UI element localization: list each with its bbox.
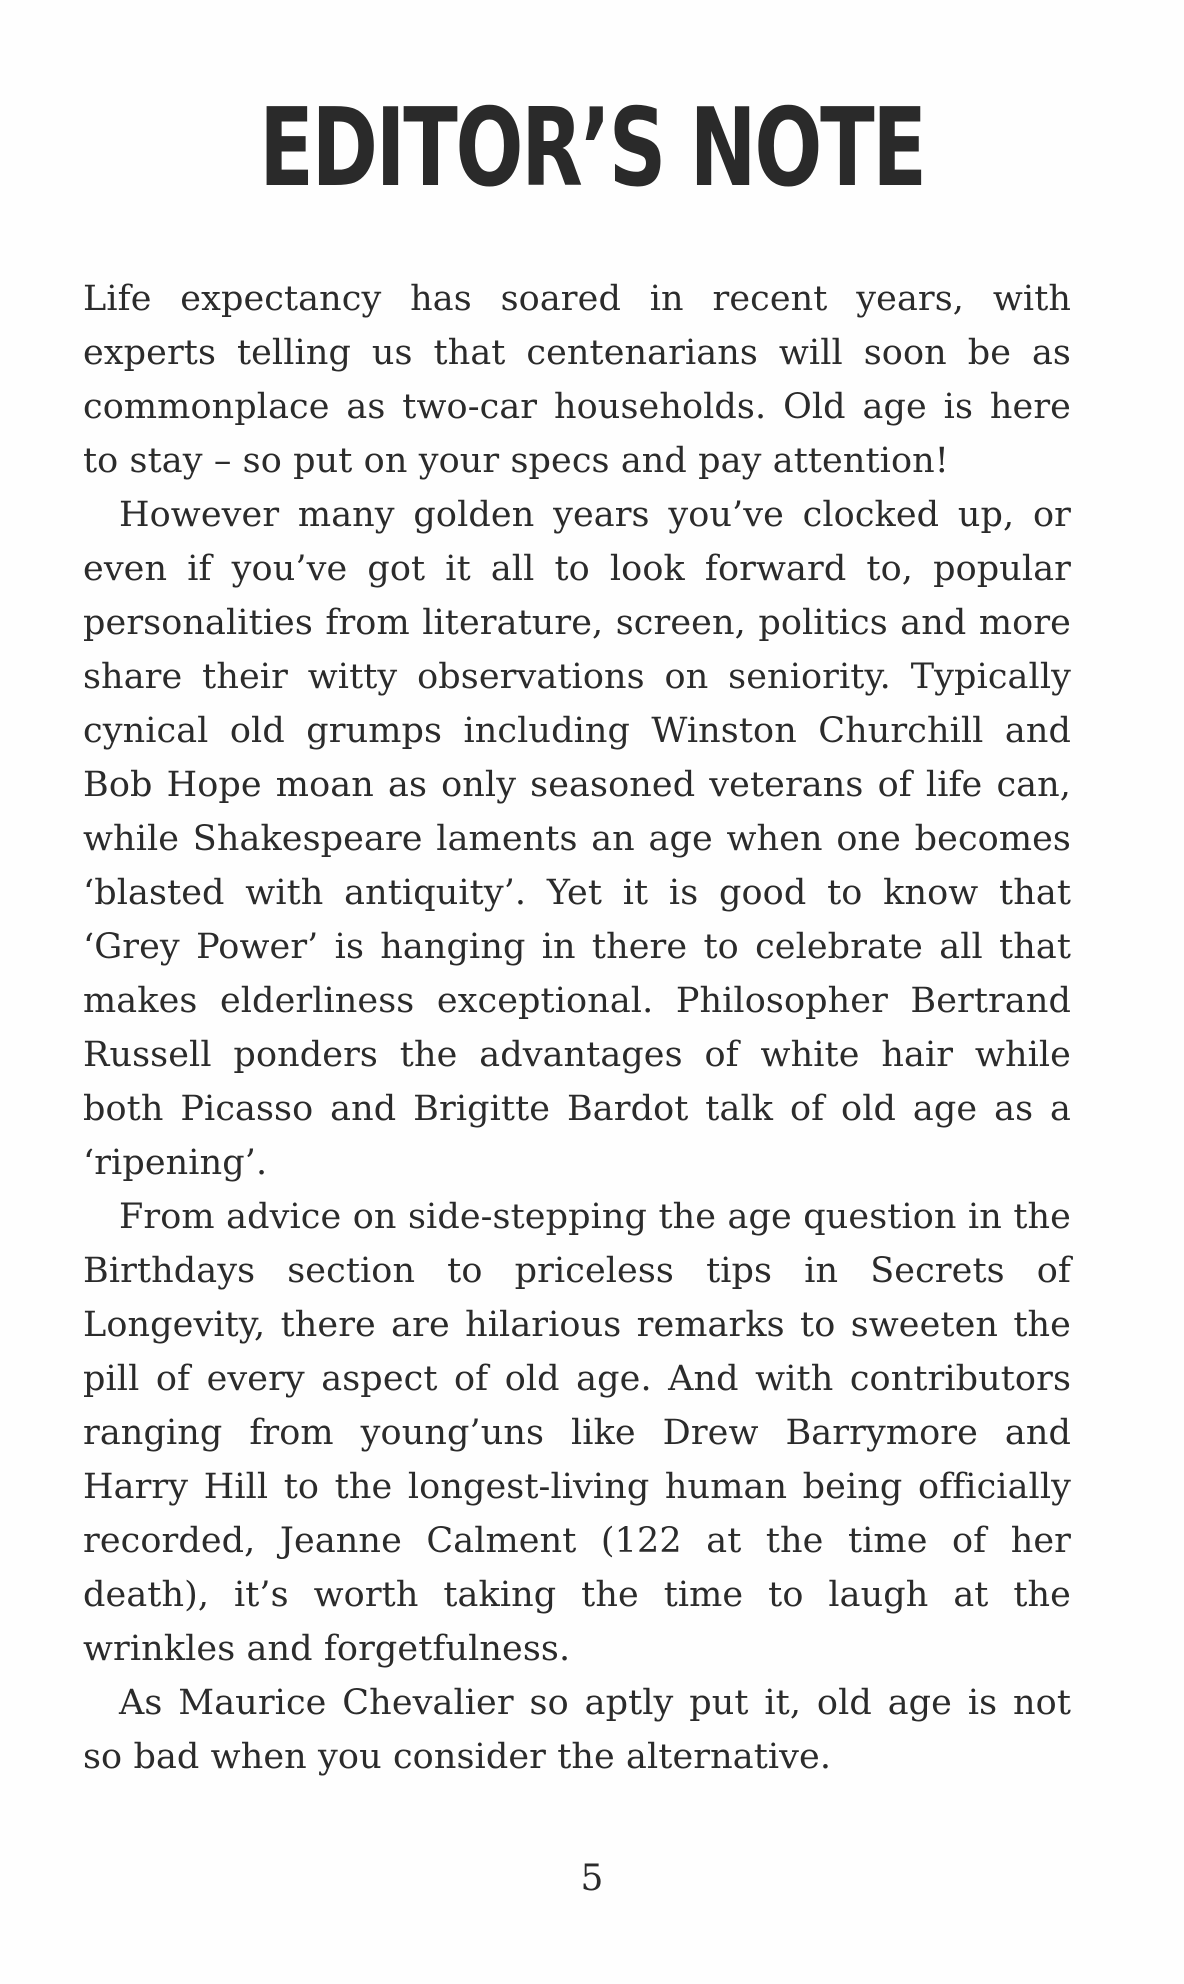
paragraph-intro: Life expectancy has soared in recent years, with experts telling us that centenarians will soon be as commonplace as two-car households. Old age is here to stay – so put on your specs and pay attention! bbox=[83, 279, 1071, 481]
page-number: 5 bbox=[580, 1858, 604, 1899]
paragraph-sections: From advice on side-stepping the age question in the Birthdays section to priceless tips in Secrets of Longevity, there are hilarious remarks to sweeten the pill of every aspect of old age. And with contributors ranging from young’uns like Drew Barrymore and Harry Hill to the longest-living human being officially recorded, Jeanne Calment (122 at the time of her death), it’s worth taking the time to laugh at the wrinkles and forgetfulness. bbox=[83, 1197, 1071, 1669]
page-title: EDITOR’S NOTE bbox=[259, 86, 925, 211]
paragraph-personalities: However many golden years you’ve clocked up, or even if you’ve got it all to look forward to, popular personalities from literature, screen, politics and more share their witty observations on seniority. Typically cynical old grumps including Winston Churchill and Bob Hope moan as only seasoned veterans of life can, while Shakespeare laments an age when one becomes ‘blasted with antiquity’. Yet it is good to know that ‘Grey Power’ is hanging in there to celebrate all that makes elderliness exceptional. Philosopher Bertrand Russell ponders the advantages of white hair while both Picasso and Brigitte Bardot talk of old age as a ‘ripening’. bbox=[83, 495, 1071, 1183]
body-text bbox=[83, 272, 1071, 1784]
paragraph-closing: As Maurice Chevalier so aptly put it, old age is not so bad when you consider the alternative. bbox=[83, 1683, 1071, 1777]
